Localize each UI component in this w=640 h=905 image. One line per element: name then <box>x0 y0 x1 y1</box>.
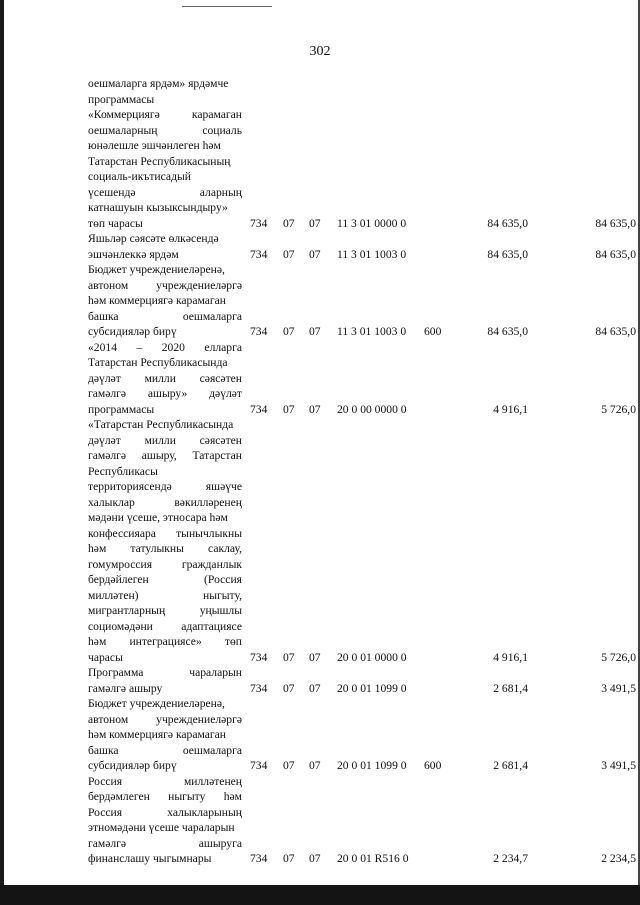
section-cell: 07 <box>283 852 295 865</box>
description-line: Республикасы <box>88 464 158 478</box>
description-line: Программа чараларын <box>88 666 242 679</box>
table-row <box>0 665 640 696</box>
description-line: субсидияләр бирү <box>88 759 177 772</box>
description-line: оешмаларның социаль <box>88 123 242 137</box>
amount-year1-cell: 2 681,4 <box>493 759 528 772</box>
description-line: конфессияара тынычлыкны <box>88 526 242 540</box>
description-line: этномәдәни үсеше чараларын <box>88 821 235 834</box>
description-line: программасы <box>88 402 155 416</box>
subsection-cell: 07 <box>309 681 321 695</box>
amount-year1-cell: 4 916,1 <box>493 402 528 416</box>
description-line: башка оешмаларга <box>88 309 242 323</box>
description-line: Бюджет учреждениеләренә, <box>88 263 225 276</box>
section-cell: 07 <box>283 216 295 230</box>
row-description <box>88 417 242 665</box>
description-line: һәм коммерциягә карамаган <box>88 294 227 307</box>
description-line: юнәлешле эшчәнлеген һәм <box>88 139 221 152</box>
amount-year2-cell: 3 491,5 <box>601 681 636 695</box>
description-line: Бюджет учреждениеләренә, <box>88 697 225 710</box>
description-line: эшчәнлеккә ярдәм <box>88 247 179 261</box>
amount-year1-cell: 84 635,0 <box>487 216 528 230</box>
section-cell: 07 <box>283 402 295 416</box>
table-row <box>0 76 640 107</box>
expense-type-cell: 600 <box>424 325 442 338</box>
subsection-cell: 07 <box>309 759 321 772</box>
amount-year2-cell: 84 635,0 <box>595 325 636 338</box>
amount-year2-cell: 3 491,5 <box>601 759 636 772</box>
row-description <box>88 340 242 418</box>
subsection-cell: 07 <box>309 852 321 865</box>
description-line: гамәлгә ашыру <box>88 681 163 695</box>
description-line: гамәлгә ашыру» дәүләт <box>88 387 242 400</box>
target-article-cell: 20 0 01 0000 0 <box>337 650 407 664</box>
description-line: гомумроссия гражданлык <box>88 557 242 571</box>
page-number: 302 <box>309 44 331 59</box>
target-article-cell: 20 0 01 R516 0 <box>337 852 409 865</box>
row-description <box>88 76 242 107</box>
description-line: социомәдәни адаптациясе <box>88 619 242 633</box>
target-article-cell: 20 0 00 0000 0 <box>337 402 407 416</box>
amount-year1-cell: 4 916,1 <box>493 650 528 664</box>
table-row <box>0 231 640 262</box>
amount-year1-cell: 84 635,0 <box>487 247 528 261</box>
scan-artifact-line <box>182 6 272 7</box>
description-line: дәүләт милли сәясәтен <box>88 433 242 447</box>
description-line: үсешендә аларның <box>88 185 242 199</box>
description-line: чарасы <box>88 650 123 664</box>
subsection-cell: 07 <box>309 247 321 261</box>
target-article-cell: 20 0 01 1099 0 <box>337 759 407 772</box>
row-description <box>88 231 242 262</box>
table-row <box>0 417 640 665</box>
table-row <box>0 107 640 231</box>
admin-code-cell: 734 <box>250 247 268 261</box>
target-article-cell: 11 3 01 1003 0 <box>337 325 407 338</box>
description-line: оешмаларга ярдәм» ярдәмче <box>88 77 229 90</box>
table-row <box>0 262 640 340</box>
subsection-cell: 07 <box>309 216 321 230</box>
admin-code-cell: 734 <box>250 852 268 865</box>
row-description <box>88 665 242 696</box>
table-row <box>0 774 640 867</box>
description-line: төп чарасы <box>88 216 143 230</box>
description-line: башка оешмаларга <box>88 743 242 757</box>
target-article-cell: 11 3 01 1003 0 <box>337 247 407 261</box>
row-description <box>88 262 242 340</box>
description-line: халыклар вәкилләренең <box>88 495 242 509</box>
section-cell: 07 <box>283 650 295 664</box>
description-line: финанслашу чыгымнары <box>88 852 212 865</box>
row-description <box>88 696 242 774</box>
description-line: һәм коммерциягә карамаган <box>88 728 227 741</box>
description-line: милләтен) ныгыту, <box>88 588 242 602</box>
row-description <box>88 774 242 867</box>
description-line: «2014 – 2020 елларга <box>88 340 242 354</box>
section-cell: 07 <box>283 759 295 772</box>
admin-code-cell: 734 <box>250 325 268 338</box>
description-line: бердәмлеген ныгыту һәм <box>88 790 242 803</box>
admin-code-cell: 734 <box>250 681 268 695</box>
description-line: «Татарстан Республикасында <box>88 418 234 431</box>
admin-code-cell: 734 <box>250 402 268 416</box>
subsection-cell: 07 <box>309 650 321 664</box>
target-article-cell: 20 0 01 1099 0 <box>337 681 407 695</box>
amount-year2-cell: 84 635,0 <box>595 247 636 261</box>
description-line: бердәйлеген (Россия <box>88 573 242 586</box>
section-cell: 07 <box>283 247 295 261</box>
description-line: субсидияләр бирү <box>88 325 177 338</box>
description-line: дәүләт милли сәясәтен <box>88 371 242 385</box>
description-line: Россия милләтенең <box>88 774 242 788</box>
amount-year1-cell: 2 234,7 <box>493 852 528 865</box>
description-line: һәм татулыкны саклау, <box>88 542 242 555</box>
scan-bottom-edge <box>0 885 640 905</box>
description-line: мәдәни үсеше, этносара һәм <box>88 511 228 524</box>
table-row <box>0 696 640 774</box>
expense-type-cell: 600 <box>424 759 442 772</box>
description-line: Россия халыкларының <box>88 805 242 819</box>
description-line: гамәлгә ашыруга <box>88 836 242 850</box>
description-line: һәм интеграциясе» төп <box>88 635 242 648</box>
amount-year2-cell: 5 726,0 <box>601 650 636 664</box>
row-description <box>88 107 242 231</box>
amount-year2-cell: 5 726,0 <box>601 402 636 416</box>
section-cell: 07 <box>283 681 295 695</box>
section-cell: 07 <box>283 325 295 338</box>
description-line: мигрантларның уңышлы <box>88 604 242 617</box>
amount-year2-cell: 2 234,5 <box>601 852 636 865</box>
description-line: гамәлгә ашыру, Татарстан <box>88 449 242 462</box>
admin-code-cell: 734 <box>250 759 268 772</box>
amount-year1-cell: 2 681,4 <box>493 681 528 695</box>
amount-year1-cell: 84 635,0 <box>487 325 528 338</box>
description-line: программасы <box>88 92 155 106</box>
description-line: социаль-икътисадый <box>88 170 191 183</box>
description-line: Татарстан Республикасының <box>88 154 231 168</box>
description-line: автоном учреждениеләргә <box>88 712 242 726</box>
subsection-cell: 07 <box>309 402 321 416</box>
description-line: «Коммерциягә карамаган <box>88 108 242 121</box>
table-row <box>0 340 640 418</box>
description-line: катнашуын кызыксындыру» <box>88 201 228 214</box>
description-line: Яшьләр сәясәте өлкәсендә <box>88 232 219 245</box>
description-line: территориясендә яшәүче <box>88 480 242 493</box>
description-line: автоном учреждениеләргә <box>88 278 242 292</box>
description-line: Татарстан Республикасында <box>88 356 228 369</box>
subsection-cell: 07 <box>309 325 321 338</box>
amount-year2-cell: 84 635,0 <box>595 216 636 230</box>
admin-code-cell: 734 <box>250 216 268 230</box>
admin-code-cell: 734 <box>250 650 268 664</box>
target-article-cell: 11 3 01 0000 0 <box>337 216 407 230</box>
